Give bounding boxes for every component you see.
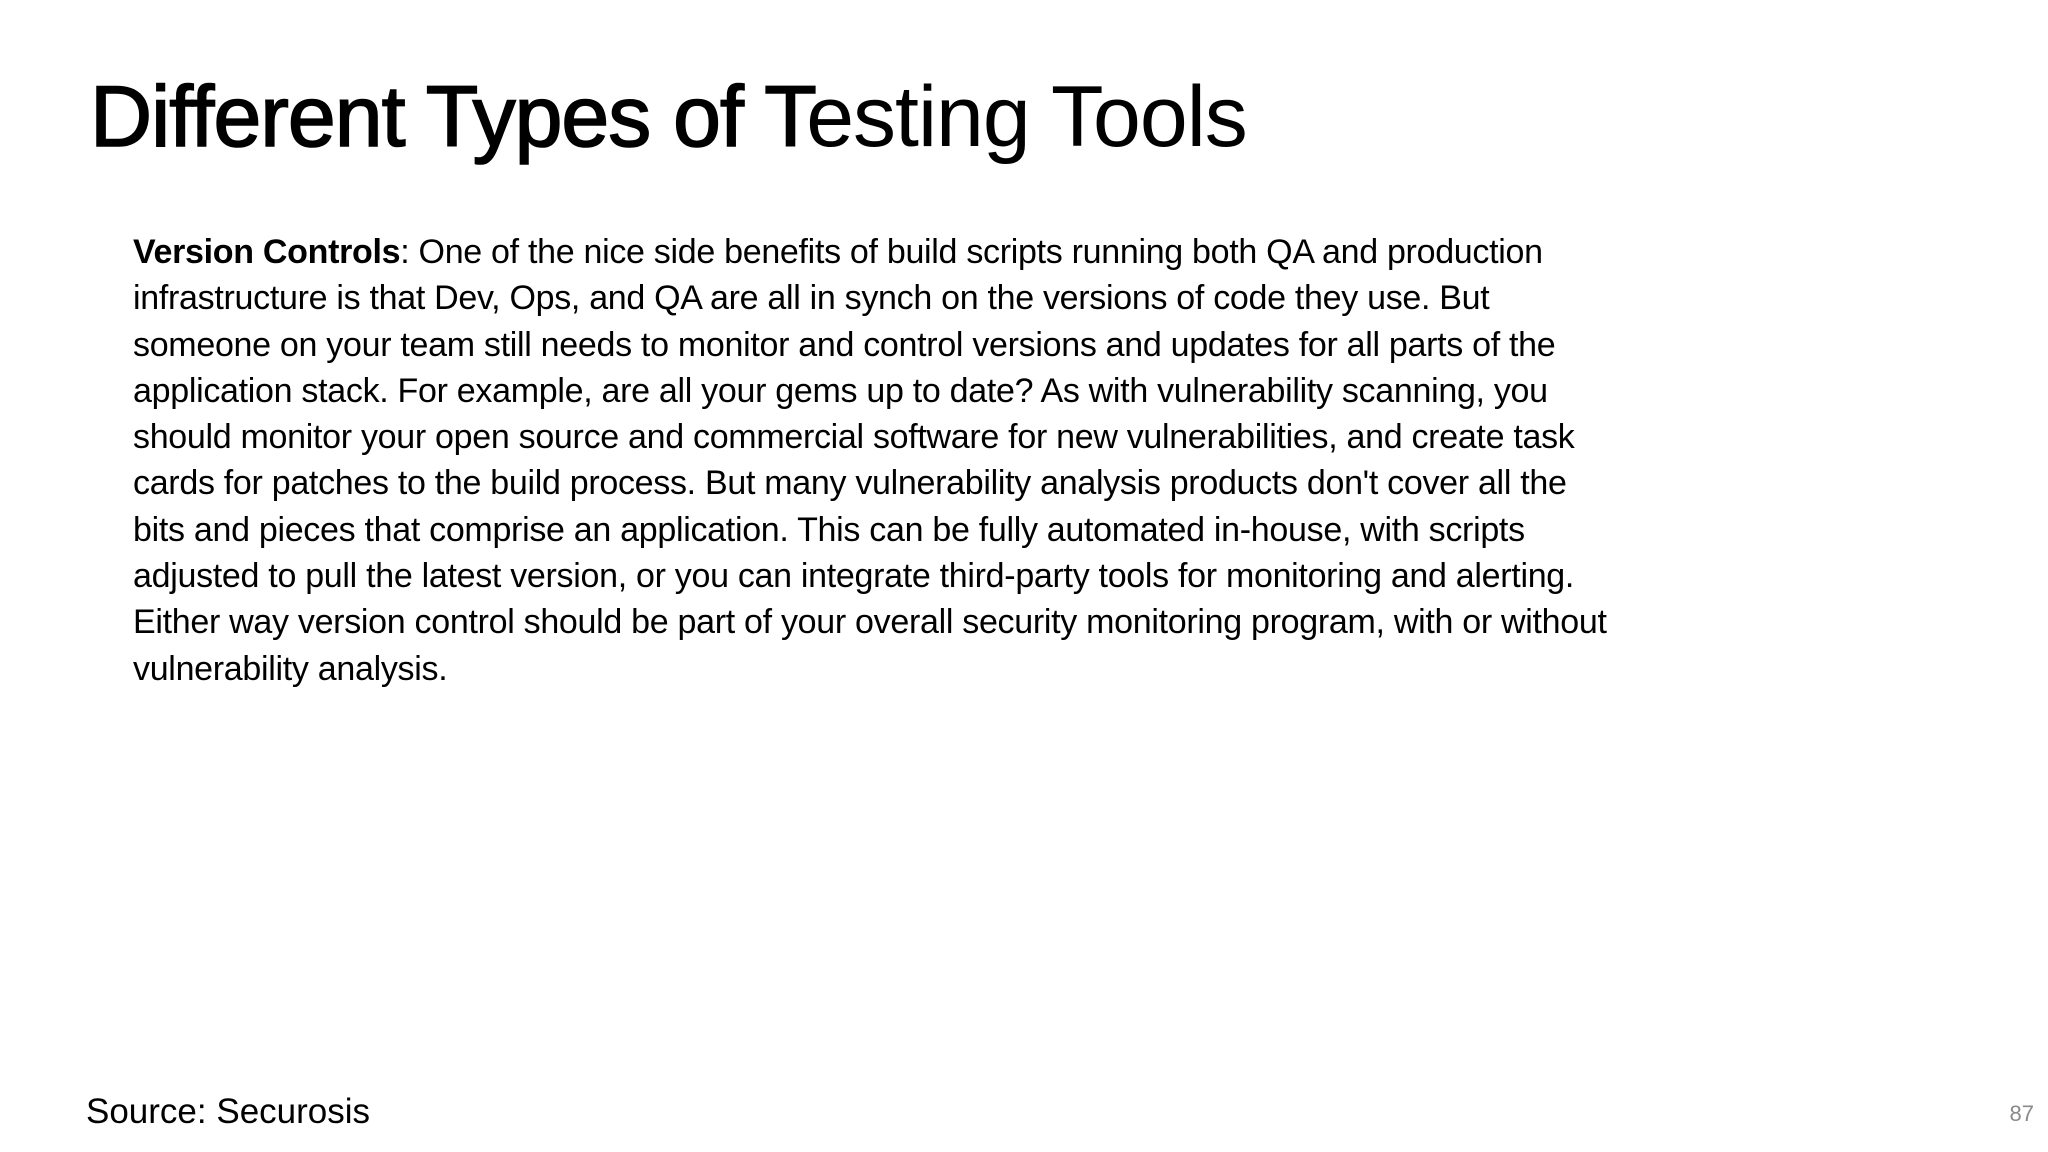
body-text — [133, 229, 1853, 692]
source-citation: Source: Securosis — [86, 1092, 371, 1131]
slide-title-bold: Different Types of T — [90, 69, 807, 165]
body-line: infrastructure is that Dev, Ops, and QA are all in synch on the versions of code they use. But — [133, 279, 1490, 318]
body-line: application stack. For example, are all your gems up to date? As with vulnerability scanning, you — [133, 371, 1548, 410]
term-version-controls: Version Controls — [133, 233, 401, 271]
body-line: should monitor your open source and commercial software for new vulnerabilities, and create task — [133, 418, 1575, 457]
body-line: vulnerability analysis. — [133, 649, 448, 688]
body-line: adjusted to pull the latest version, or you can integrate third-party tools for monitoring and alerting. — [133, 557, 1575, 596]
body-line-text: : One of the nice side benefits of build scripts running both QA and production — [400, 233, 1543, 271]
body-line: someone on your team still needs to monitor and control versions and updates for all parts of the — [133, 325, 1556, 364]
body-line: bits and pieces that comprise an application. This can be fully automated in-house, with scripts — [133, 510, 1525, 549]
slide-title — [90, 62, 1247, 172]
page-number: 87 — [2009, 1101, 2034, 1126]
body-line: Either way version control should be part of your overall security monitoring program, with or without — [133, 603, 1607, 642]
slide-title-light: esting Tools — [806, 69, 1247, 165]
body-line: cards for patches to the build process. But many vulnerability analysis products don't cover all the — [133, 464, 1567, 503]
body-line — [133, 229, 1853, 275]
